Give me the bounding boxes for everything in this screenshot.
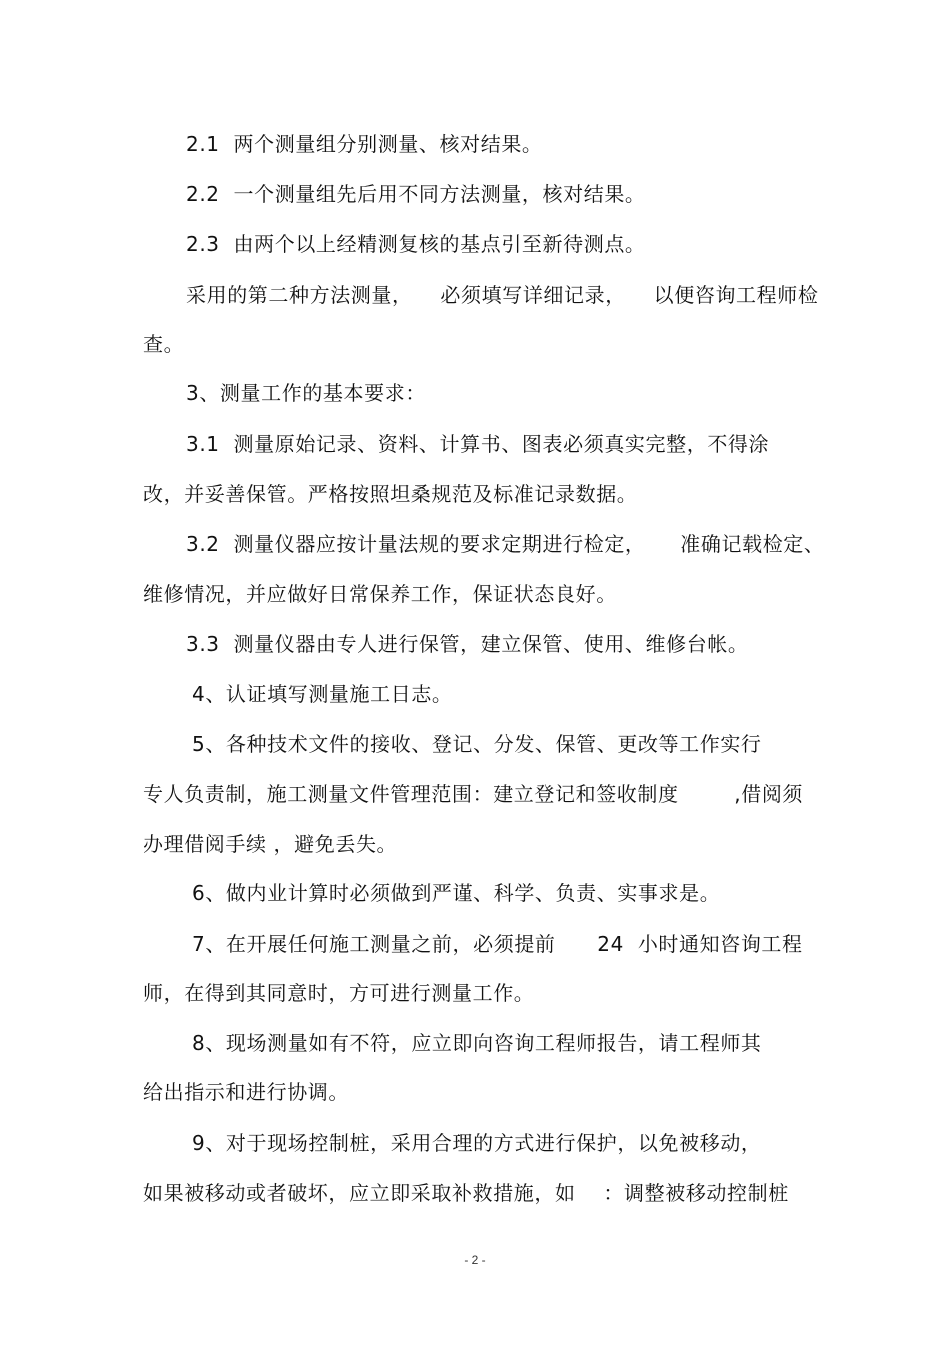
text-line-3-2: 3.2 测量仪器应按计量法规的要求定期进行检定， 准确记载检定、: [186, 532, 825, 556]
text-line-3-2-cont: 维修情况，并应做好日常保养工作，保证状态良好。: [143, 582, 617, 606]
text-line-2-2: 2.2 一个测量组先后用不同方法测量，核对结果。: [186, 182, 646, 206]
text-line-item-5-end: 办理借阅手续 ，避免丢失。: [143, 832, 398, 856]
text-line-2-1: 2.1 两个测量组分别测量、核对结果。: [186, 132, 543, 156]
text-line-item-9: 9、对于现场控制桩，采用合理的方式进行保护，以免被移动，: [192, 1131, 762, 1155]
text-line-item-4: 4、认证填写测量施工日志。: [192, 682, 453, 706]
text-line-item-5-cont: 专人负责制，施工测量文件管理范围：建立登记和签收制度 ,借阅须: [143, 782, 804, 806]
text-line-method-note: 采用的第二种方法测量， 必须填写详细记录， 以便咨询工程师检: [186, 283, 819, 307]
text-line-item-9-cont: 如果被移动或者破坏，应立即采取补救措施，如 ：调整被移动控制桩: [143, 1181, 789, 1205]
text-line-method-note-cont: 查。: [143, 332, 185, 356]
text-line-item-6: 6、做内业计算时必须做到严谨、科学、负责、实事求是。: [192, 881, 721, 905]
text-line-3-1-cont: 改，并妥善保管。严格按照坦桑规范及标准记录数据。: [143, 482, 638, 506]
text-line-item-5: 5、各种技术文件的接收、登记、分发、保管、更改等工作实行: [192, 732, 762, 756]
section-heading-3: 3、测量工作的基本要求：: [186, 381, 426, 405]
text-line-2-3: 2.3 由两个以上经精测复核的基点引至新待测点。: [186, 232, 646, 256]
page-number: - 2 -: [464, 1253, 486, 1267]
text-line-3-1: 3.1 测量原始记录、资料、计算书、图表必须真实完整，不得涂: [186, 432, 770, 456]
text-line-item-8-cont: 给出指示和进行协调。: [143, 1080, 349, 1104]
text-line-item-7-cont: 师，在得到其同意时，方可进行测量工作。: [143, 981, 535, 1005]
text-line-3-3: 3.3 测量仪器由专人进行保管，建立保管、使用、维修台帐。: [186, 632, 749, 656]
text-line-item-7: 7、在开展任何施工测量之前，必须提前 24 小时通知咨询工程: [192, 932, 803, 956]
text-line-item-8: 8、现场测量如有不符，应立即向咨询工程师报告，请工程师其: [192, 1031, 762, 1055]
